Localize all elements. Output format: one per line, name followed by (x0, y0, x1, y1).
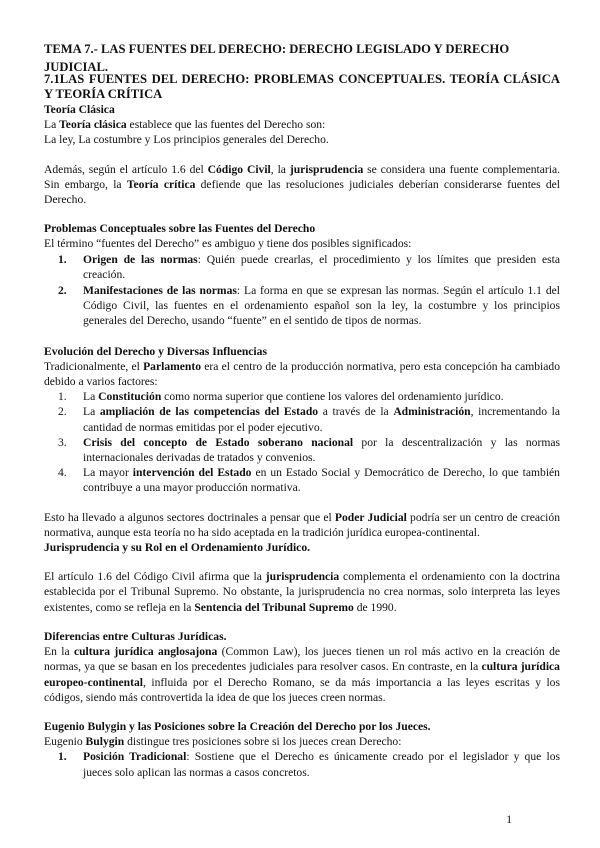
numbered-list (44, 389, 560, 495)
heading-culturas-juridicas: Diferencias entre Culturas Jurídicas. (44, 629, 227, 643)
page-number: 1 (506, 813, 512, 826)
heading-bulygin: Eugenio Bulygin y las Posiciones sobre la Creación del Derecho por los Jueces. (44, 719, 431, 733)
list-item: 2. La ampliación de las competencias del Estado a través de la Administración, incrementando la cantidad de normas emitidas por el poder ejecutivo. (58, 405, 560, 434)
heading-evolucion: Evolución del Derecho y Diversas Influencias (44, 344, 267, 358)
heading-jurisprudencia: Jurisprudencia y su Rol en el Ordenamiento Jurídico. (44, 541, 311, 555)
document-title: TEMA 7.- LAS FUENTES DEL DERECHO: DERECHO LEGISLADO Y DERECHO JUDICIAL. (44, 42, 510, 74)
paragraph: En la cultura jurídica anglosajona (Common Law), los jueces tienen un rol más activo en la creación de normas, ya que se basan en los precedentes judiciales para resolver casos. En contraste, en la cultura jurídica europeo-continental, influida por el Derecho Romano, se da más importancia a las leyes escritas y los códigos, siendo más controvertida la idea de que los jueces creen normas. (44, 645, 561, 704)
paragraph: El artículo 1.6 del Código Civil afirma que la jurisprudencia complementa el ordenamiento con la doctrina establecida por el Tribunal Supremo. No obstante, la jurisprudencia no crea normas, solo interpreta las leyes existentes, como se refleja en la Sentencia del Tribunal Supremo de 1990. (44, 570, 560, 614)
heading-teoria-clasica: Teoría Clásica (44, 103, 115, 116)
paragraph: Eugenio Bulygin distingue tres posiciones sobre si los jueces crean Derecho: (44, 735, 402, 749)
list-item: 1. Origen de las normas: Quién puede crearlas, el procedimiento y los límites que presiden esta creación. (58, 252, 560, 281)
paragraph: Tradicionalmente, el Parlamento era el centro de la producción normativa, pero esta concepción ha cambiado debido a varios factores: (44, 359, 561, 389)
numbered-list (44, 252, 560, 329)
section-title: 7.1LAS FUENTES DEL DERECHO: PROBLEMAS CONCEPTUALES. TEORÍA CLÁSICA Y TEORÍA CRÍTICA (44, 72, 560, 101)
list-item: 1. La Constitución como norma superior que contiene los valores del ordenamiento jurídico. (58, 390, 504, 404)
paragraph: La ley, La costumbre y Los principios generales del Derecho. (44, 133, 329, 147)
paragraph: El término “fuentes del Derecho” es ambiguo y tiene dos posibles significados: (44, 237, 412, 251)
paragraph: Además, según el artículo 1.6 del Código Civil, la jurisprudencia se considera una fuente complementaria. Sin embargo, la Teoría crítica defiende que las resoluciones judiciales deberían considerarse fuentes del Derecho. (44, 162, 561, 207)
list-item: 2. Manifestaciones de las normas: La forma en que se expresan las normas. Según el artículo 1.1 del Código Civil, las fuentes en el ordenamiento español son la ley, la costumbre y los principios generales del Derecho, usando “fuente” en el sentido de tipos de normas. (58, 284, 560, 328)
list-item: 1. Posición Tradicional: Sostiene que el Derecho es únicamente creado por el legislador y que los jueces solo aplican las normas a casos concretos. (58, 750, 561, 779)
paragraph: La Teoría clásica establece que las fuentes del Derecho son: (44, 118, 326, 132)
document-body (44, 102, 560, 780)
paragraph: Esto ha llevado a algunos sectores doctrinales a pensar que el Poder Judicial podría ser un centro de creación normativa, aunque esta teoría no ha sido aceptada en la tradición jurídica europea-continental. (44, 510, 560, 539)
list-item: 3. Crisis del concepto de Estado soberano nacional por la descentralización y las normas internacionales derivadas de tratados y convenios. (58, 435, 561, 465)
numbered-list (44, 749, 560, 779)
list-item: 4. La mayor intervención del Estado en un Estado Social y Democrático de Derecho, lo que también contribuye a una mayor producción normativa. (58, 466, 560, 495)
heading-problemas-conceptuales: Problemas Conceptuales sobre las Fuentes del Derecho (44, 222, 316, 236)
